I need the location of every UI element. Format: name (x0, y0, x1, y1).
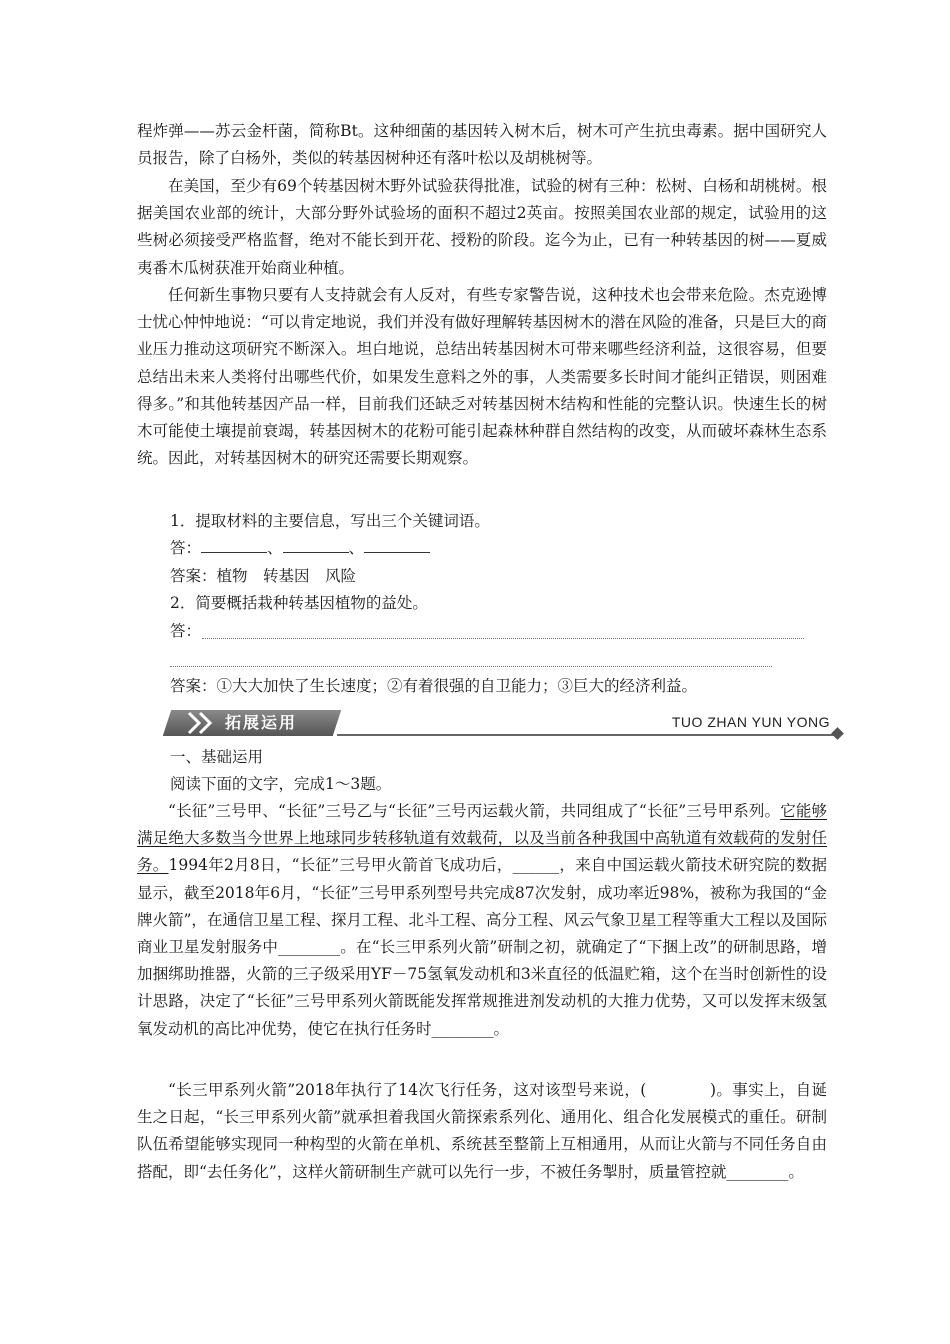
banner-divider (337, 734, 834, 736)
separator: 、 (267, 539, 283, 557)
question-2-answer: 答案：①大大加快了生长速度；②有着很强的自卫能力；③巨大的经济利益。 (170, 677, 698, 695)
passage1-paragraph-1: 程炸弹——苏云金杆菌，简称Bt。这种细菌的基因转入树木后，树木可产生抗虫毒素。据中国研究人员报告，除了白杨外，类似的转基因树种还有落叶松以及胡桃树等。 (137, 122, 827, 168)
answer-blank-2[interactable] (283, 536, 349, 553)
section-banner (167, 707, 842, 741)
answer-dotted-line-1[interactable] (202, 638, 804, 639)
double-chevron-icon (183, 710, 223, 736)
answer-dotted-line-2[interactable] (170, 666, 772, 667)
banner-title: 拓展运用 (225, 713, 298, 732)
diamond-icon (831, 727, 844, 740)
question-1-answer-line (170, 535, 430, 562)
answer-prefix: 答： (170, 539, 202, 557)
passage1-paragraph-3: 任何新生事物只要有人支持就会有人反对，有些专家警告说，这种技术也会带来危险。杰克逊博士忧心忡忡地说：“可以肯定地说，我们并没有做好理解转基因树木的潜在风险的准备，只是巨大的商业压力推动这项研究不断深入。坦白地说，总结出转基因树木可带来哪些经济利益，这很容易，但要总结出未来人类将付出哪些代价，如果发生意料之外的事，人类需要多长时间才能纠正错误，则困难得多。”和其他转基因产品一样，目前我们还缺乏对转基因树木结构和性能的完整认识。快速生长的树木可能使土壤提前衰竭，转基因树木的花粉可能引起森林种群自然结构的改变，从而破坏森林生态系统。因此，对转基因树木的研究还需要长期观察。 (137, 286, 827, 468)
answer-blank-1[interactable] (201, 536, 267, 553)
passage2-paragraph-1 (137, 798, 827, 1043)
section-heading: 一、基础运用 (170, 748, 264, 766)
question-2: 2．简要概括栽种转基因植物的益处。 (170, 594, 428, 612)
passage2-text-b: 1994年2月8日，“长征”三号甲火箭首飞成功后，______，来自中国运载火箭技术研究院的数据显示，截至2018年6月，“长征”三号甲系列型号共完成87次发射，成功率近98%，被称为我国的“金牌火箭”，在通信卫星工程、探月工程、北斗工程、高分工程、风云气象卫星工程等重大工程以及国际商业卫星发射服务中________。在“长三甲系列火箭”研制之初，就确定了“下捆上改”的研制思路，增加捆绑助推器，火箭的三子级采用YF－75氢氧发动机和3米直径的低温贮箱，这个在当时创新性的设计思路，决定了“长征”三号甲系列火箭既能发挥常规推进剂发动机的大推力优势，又可以发挥末级氢氧发动机的高比冲优势，使它在执行任务时________。 (137, 856, 827, 1038)
banner-english-title: TUO ZHAN YUN YONG (671, 714, 830, 730)
passage2-paragraph-2: “长三甲系列火箭”2018年执行了14次飞行任务，这对该型号来说，( )。事实上，自诞生之日起，“长三甲系列火箭”就承担着我国火箭探索系列化、通用化、组合化发展模式的重任。研制队伍希望能够实现同一种构型的火箭在单机、系统甚至整箭上互相通用，从而让火箭与不同任务自由搭配，即“去任务化”，这样火箭研制生产就可以先行一步，不被任务掣肘，质量管控就________。 (137, 1081, 827, 1181)
answer-blank-3[interactable] (364, 536, 430, 553)
reading-instruction: 阅读下面的文字，完成1～3题。 (170, 775, 392, 793)
passage2-text-a: “长征”三号甲、“长征”三号乙与“长征”三号丙运载火箭，共同组成了“长征”三号甲系列。 (168, 802, 781, 820)
passage1-paragraph-2: 在美国，至少有69个转基因树木野外试验获得批准，试验的树有三种：松树、白杨和胡桃树。根据美国农业部的统计，大部分野外试验场的面积不超过2英亩。按照美国农业部的规定，试验用的这些树必须接受严格监督，绝对不能长到开花、授粉的阶段。迄今为止，已有一种转基因的树——夏威夷番木瓜树获准开始商业种植。 (137, 177, 827, 277)
underlined-sentence: 它能够满足绝大多数当今世界上地球同步转移轨道有效载荷，以及当前各种我国中高轨道有效载荷的发射任务。 (137, 802, 827, 875)
question-1-answer: 答案：植物 转基因 风险 (170, 567, 357, 585)
question-2-answer-prefix: 答： (170, 622, 202, 640)
question-1: 1．提取材料的主要信息，写出三个关键词语。 (170, 512, 490, 530)
separator: 、 (348, 539, 365, 557)
